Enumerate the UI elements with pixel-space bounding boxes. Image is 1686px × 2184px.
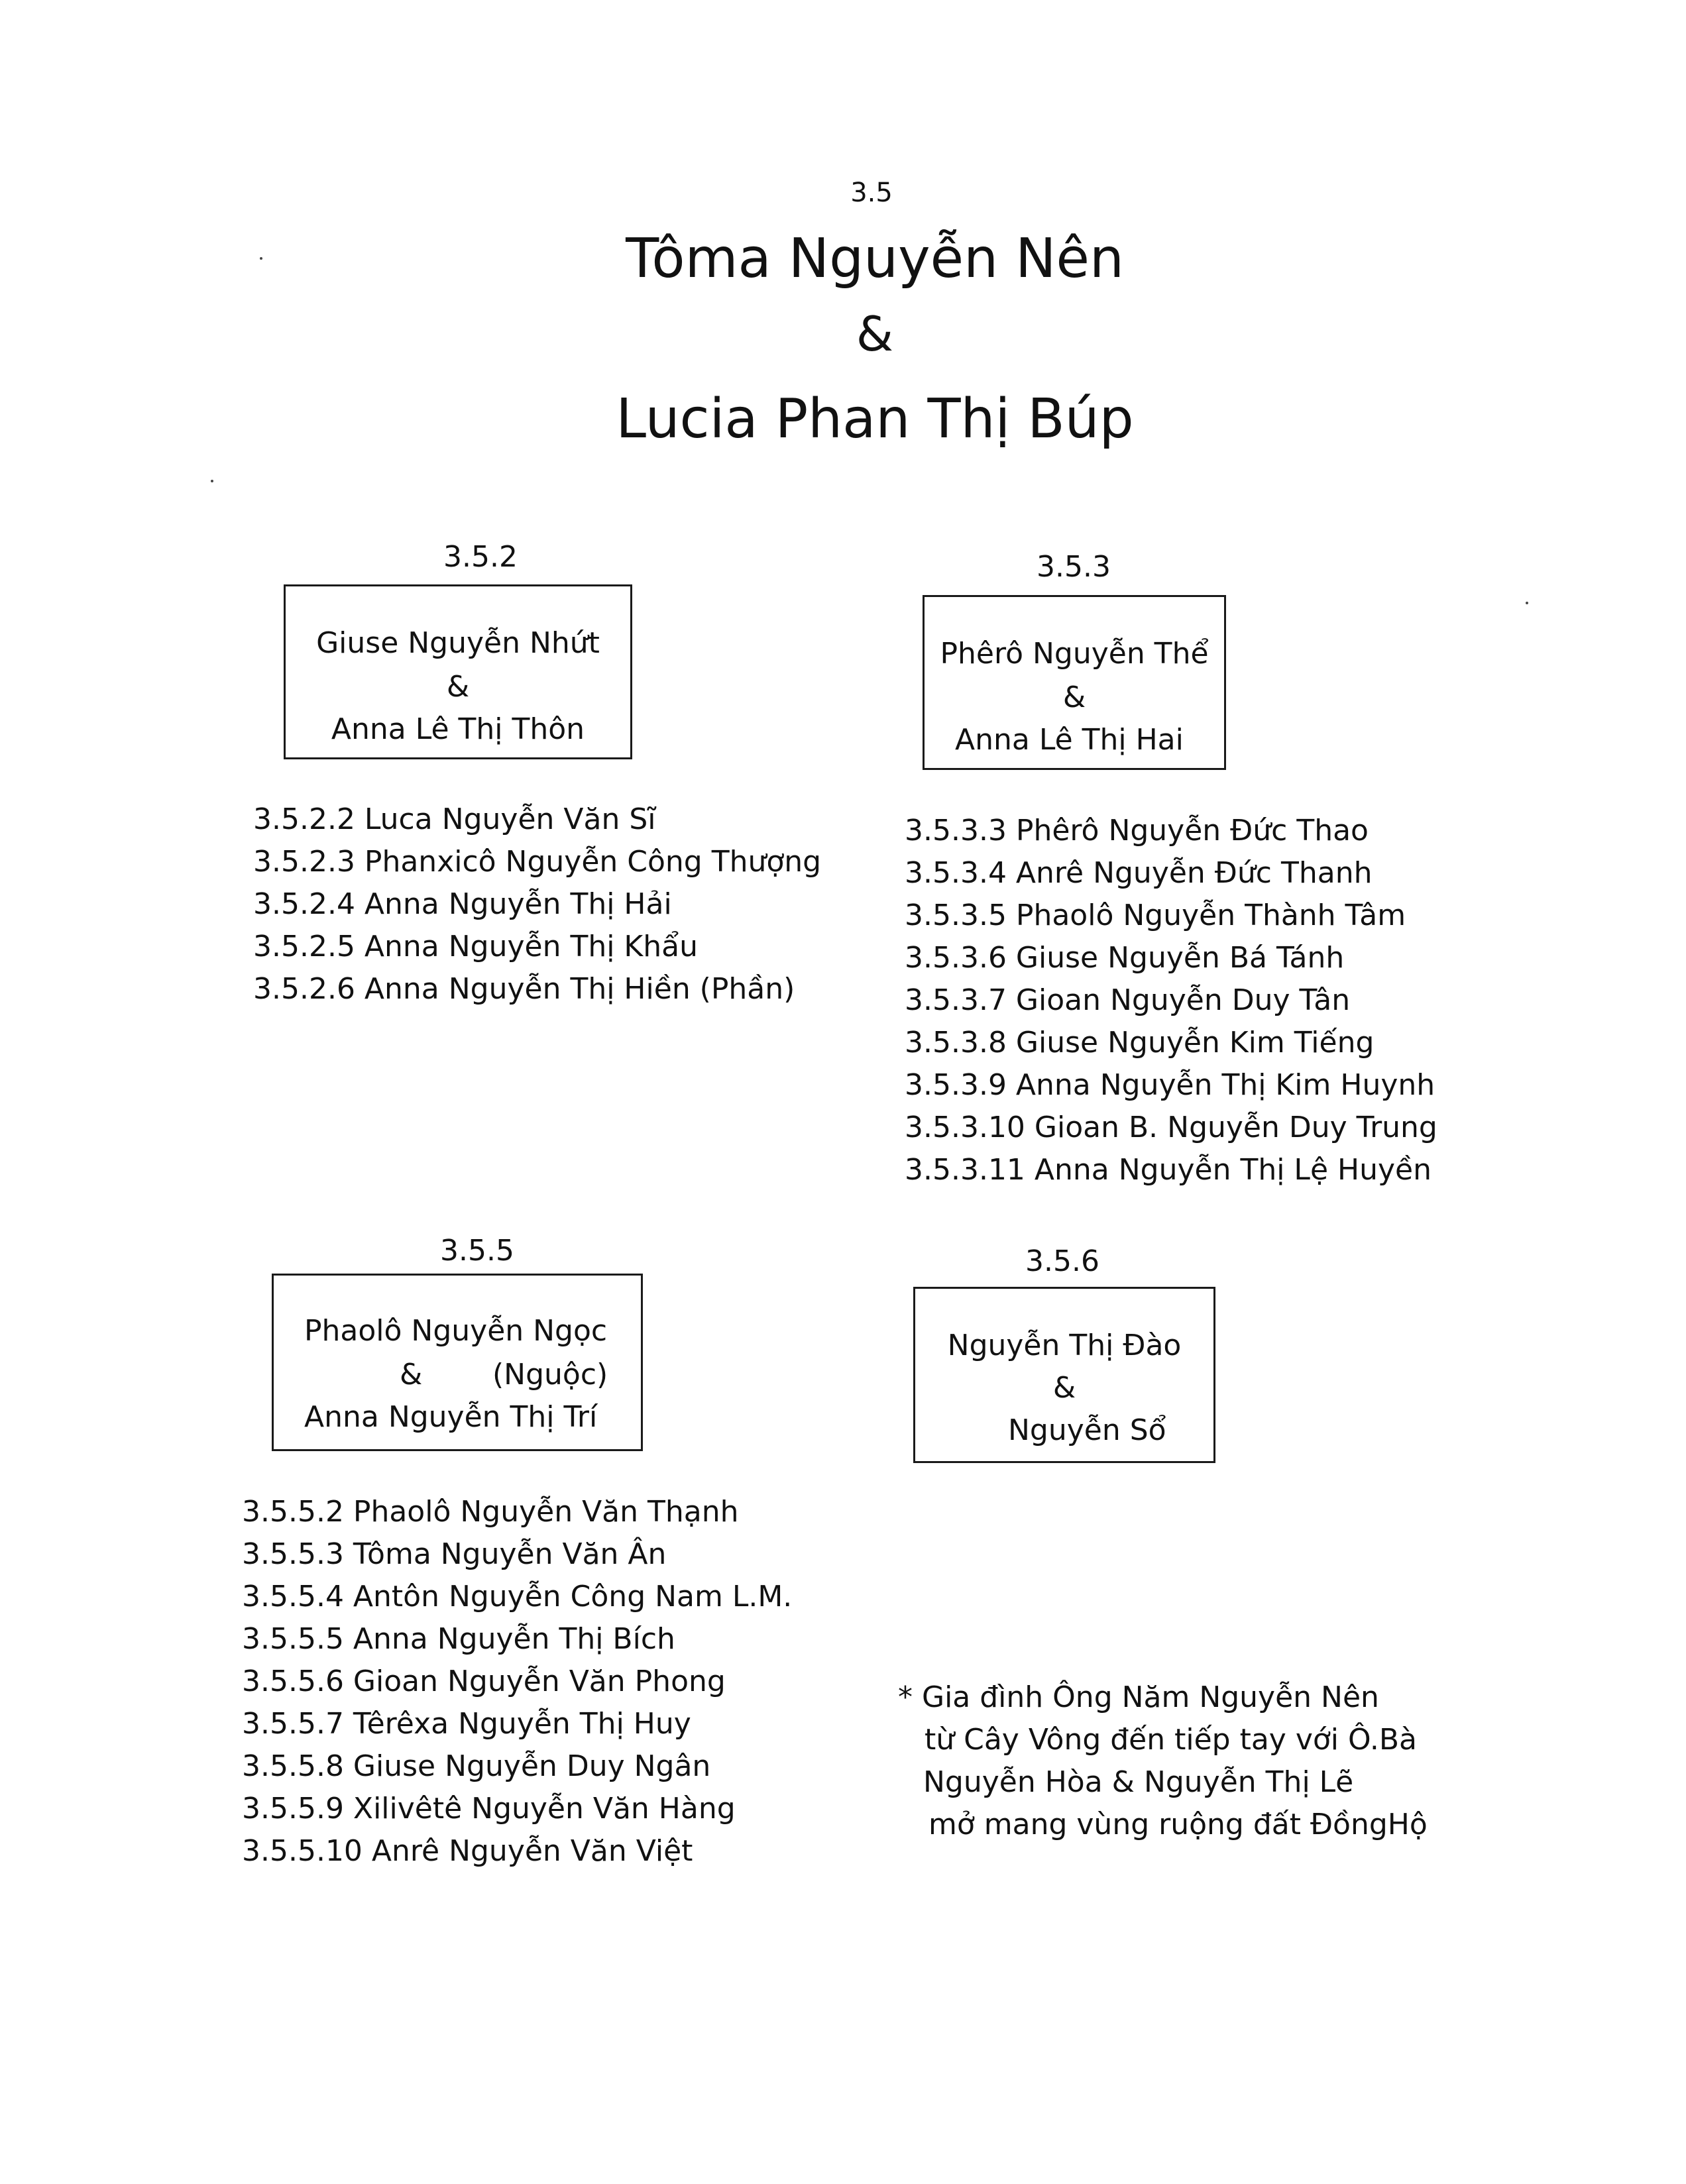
note-line: từ Cây Vông đến tiếp tay với Ô.Bà (925, 1723, 1417, 1757)
children-list (242, 1491, 905, 1873)
list-item: 3.5.2.4 Anna Nguyễn Thị Hải (253, 887, 672, 921)
family-box (923, 595, 1226, 770)
list-item: 3.5.3.3 Phêrô Nguyễn Đức Thao (905, 814, 1369, 847)
scan-speck (211, 480, 213, 482)
note-line: * Gia đình Ông Năm Nguyễn Nên (898, 1680, 1379, 1714)
box-wife: Anna Lê Thị Thôn (331, 712, 585, 746)
box-wife: Nguyễn Thị Đào (947, 1329, 1182, 1362)
box-nickname: (Nguộc) (492, 1358, 608, 1392)
children-list (253, 798, 850, 1010)
box-husband: Phaolô Nguyễn Ngọc (304, 1314, 608, 1348)
list-item: 3.5.5.10 Anrê Nguyễn Văn Việt (242, 1834, 693, 1868)
box-ampersand: & (446, 670, 470, 704)
scan-speck (260, 257, 262, 260)
list-item: 3.5.5.7 Têrêxa Nguyễn Thị Huy (242, 1707, 691, 1741)
list-item: 3.5.3.7 Gioan Nguyễn Duy Tân (905, 983, 1351, 1017)
list-item: 3.5.2.2 Luca Nguyễn Văn Sĩ (253, 802, 656, 836)
husband-name: Tôma Nguyễn Nên (626, 227, 1124, 290)
family-box (272, 1274, 643, 1451)
list-item: 3.5.5.9 Xilivêtê Nguyễn Văn Hàng (242, 1792, 736, 1826)
box-ampersand: & (400, 1358, 423, 1392)
family-number: 3.5.3 (1037, 550, 1111, 584)
list-item: 3.5.5.4 Antôn Nguyễn Công Nam L.M. (242, 1580, 793, 1613)
list-item: 3.5.2.6 Anna Nguyễn Thị Hiền (Phần) (253, 972, 795, 1006)
wife-name: Lucia Phan Thị Búp (616, 388, 1134, 451)
list-item: 3.5.3.5 Phaolô Nguyễn Thành Tâm (905, 899, 1406, 932)
list-item: 3.5.2.3 Phanxicô Nguyễn Công Thượng (253, 845, 822, 879)
family-box (284, 584, 632, 759)
box-husband: Phêrô Nguyễn Thể (940, 637, 1209, 671)
box-ampersand: & (1062, 681, 1086, 714)
note-line: mở mang vùng ruộng đất ĐồngHộ (928, 1808, 1428, 1841)
box-wife: Anna Nguyễn Thị Trí (304, 1400, 598, 1434)
list-item: 3.5.3.4 Anrê Nguyễn Đức Thanh (905, 856, 1373, 890)
list-item: 3.5.2.5 Anna Nguyễn Thị Khẩu (253, 930, 699, 963)
family-number: 3.5.6 (1025, 1244, 1099, 1278)
family-note (898, 1676, 1494, 1846)
note-line: Nguyễn Hòa & Nguyễn Thị Lẽ (923, 1765, 1354, 1799)
box-ampersand: & (1052, 1371, 1076, 1405)
list-item: 3.5.5.8 Giuse Nguyễn Duy Ngân (242, 1749, 711, 1783)
list-item: 3.5.5.5 Anna Nguyễn Thị Bích (242, 1622, 675, 1656)
list-item: 3.5.3.11 Anna Nguyễn Thị Lệ Huyền (905, 1153, 1432, 1187)
box-wife: Anna Lê Thị Hai (955, 723, 1184, 757)
family-number: 3.5.2 (443, 540, 518, 574)
list-item: 3.5.3.8 Giuse Nguyễn Kim Tiếng (905, 1026, 1375, 1060)
list-item: 3.5.5.3 Tôma Nguyễn Văn Ân (242, 1537, 667, 1571)
list-item: 3.5.3.10 Gioan B. Nguyễn Duy Trung (905, 1111, 1437, 1144)
list-item: 3.5.5.2 Phaolô Nguyễn Văn Thạnh (242, 1495, 739, 1529)
children-list (905, 810, 1567, 1191)
scan-speck (1526, 602, 1528, 604)
list-item: 3.5.3.9 Anna Nguyễn Thị Kim Huynh (905, 1068, 1435, 1102)
family-box (913, 1287, 1215, 1463)
title-ampersand: & (856, 306, 894, 362)
list-item: 3.5.3.6 Giuse Nguyễn Bá Tánh (905, 941, 1345, 975)
section-number: 3.5 (850, 178, 893, 208)
family-number: 3.5.5 (440, 1234, 514, 1268)
box-husband: Nguyễn Sổ (1008, 1413, 1166, 1447)
box-husband: Giuse Nguyễn Nhứt (316, 626, 600, 660)
list-item: 3.5.5.6 Gioan Nguyễn Văn Phong (242, 1665, 726, 1698)
